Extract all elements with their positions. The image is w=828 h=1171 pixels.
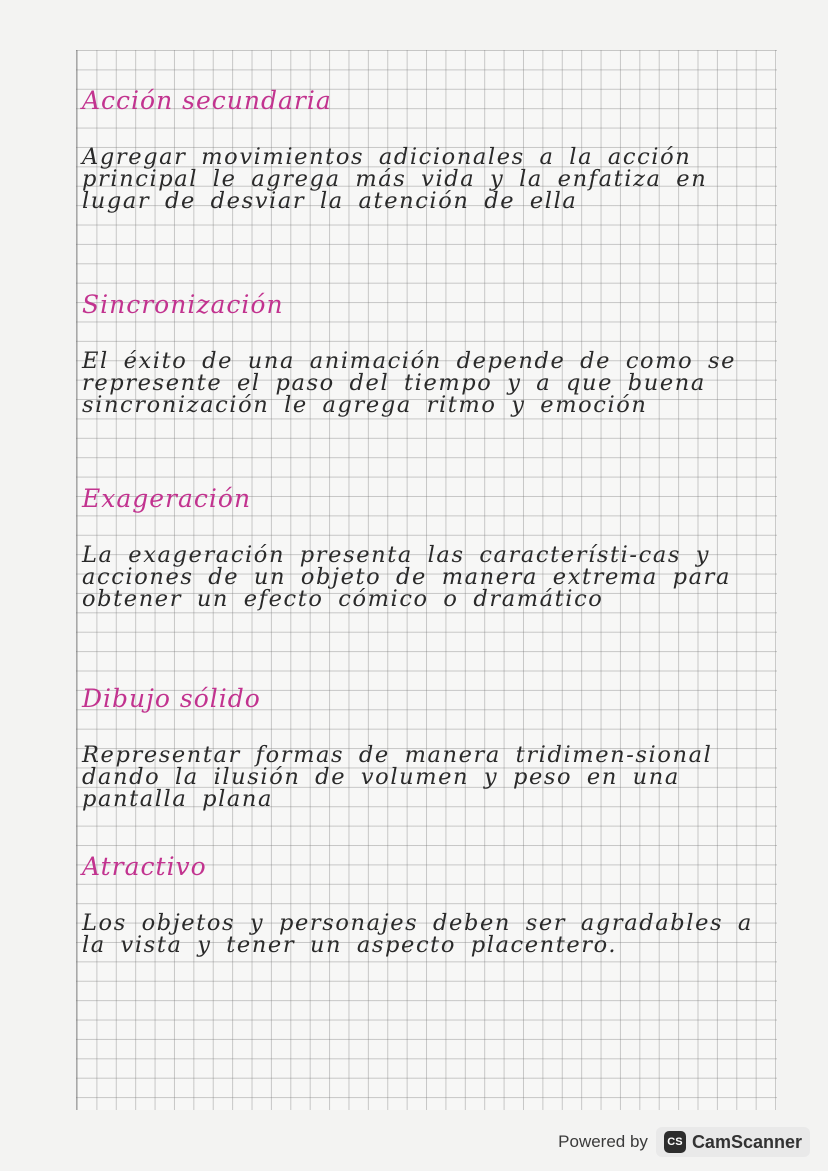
note-section [82, 684, 772, 810]
section-heading: Acción secundaria [82, 86, 332, 115]
camscanner-logo-icon: CS [664, 1131, 686, 1153]
powered-by-label: Powered by [558, 1132, 648, 1151]
section-body: Agregar movimientos adicionales a la acción principal le agrega más vida y la enfatiza en lugar de desviar la atención de ella [82, 144, 708, 214]
section-heading: Sincronización [82, 290, 284, 319]
note-section [82, 86, 772, 212]
camscanner-badge [656, 1127, 810, 1157]
note-section [82, 852, 772, 956]
note-section [82, 290, 772, 416]
note-section [82, 484, 772, 610]
section-body: La exageración presenta las característi-cas y acciones de un objeto de manera extrema para obtener un efecto cómico o dramático [82, 542, 732, 612]
section-heading: Atractivo [82, 852, 207, 881]
section-body: El éxito de una animación depende de como se represente el paso del tiempo y a que buena sincronización le agrega ritmo y emoción [82, 348, 737, 418]
camscanner-watermark [558, 1127, 810, 1157]
section-body: Representar formas de manera tridimen-sional dando la ilusión de volumen y peso en una pantalla plana [82, 742, 713, 812]
section-heading: Dibujo sólido [82, 684, 261, 713]
camscanner-brand: CamScanner [691, 1131, 802, 1152]
section-body: Los objetos y personajes deben ser agradables a la vista y tener un aspecto placentero. [82, 910, 753, 958]
section-heading: Exageración [82, 484, 252, 513]
